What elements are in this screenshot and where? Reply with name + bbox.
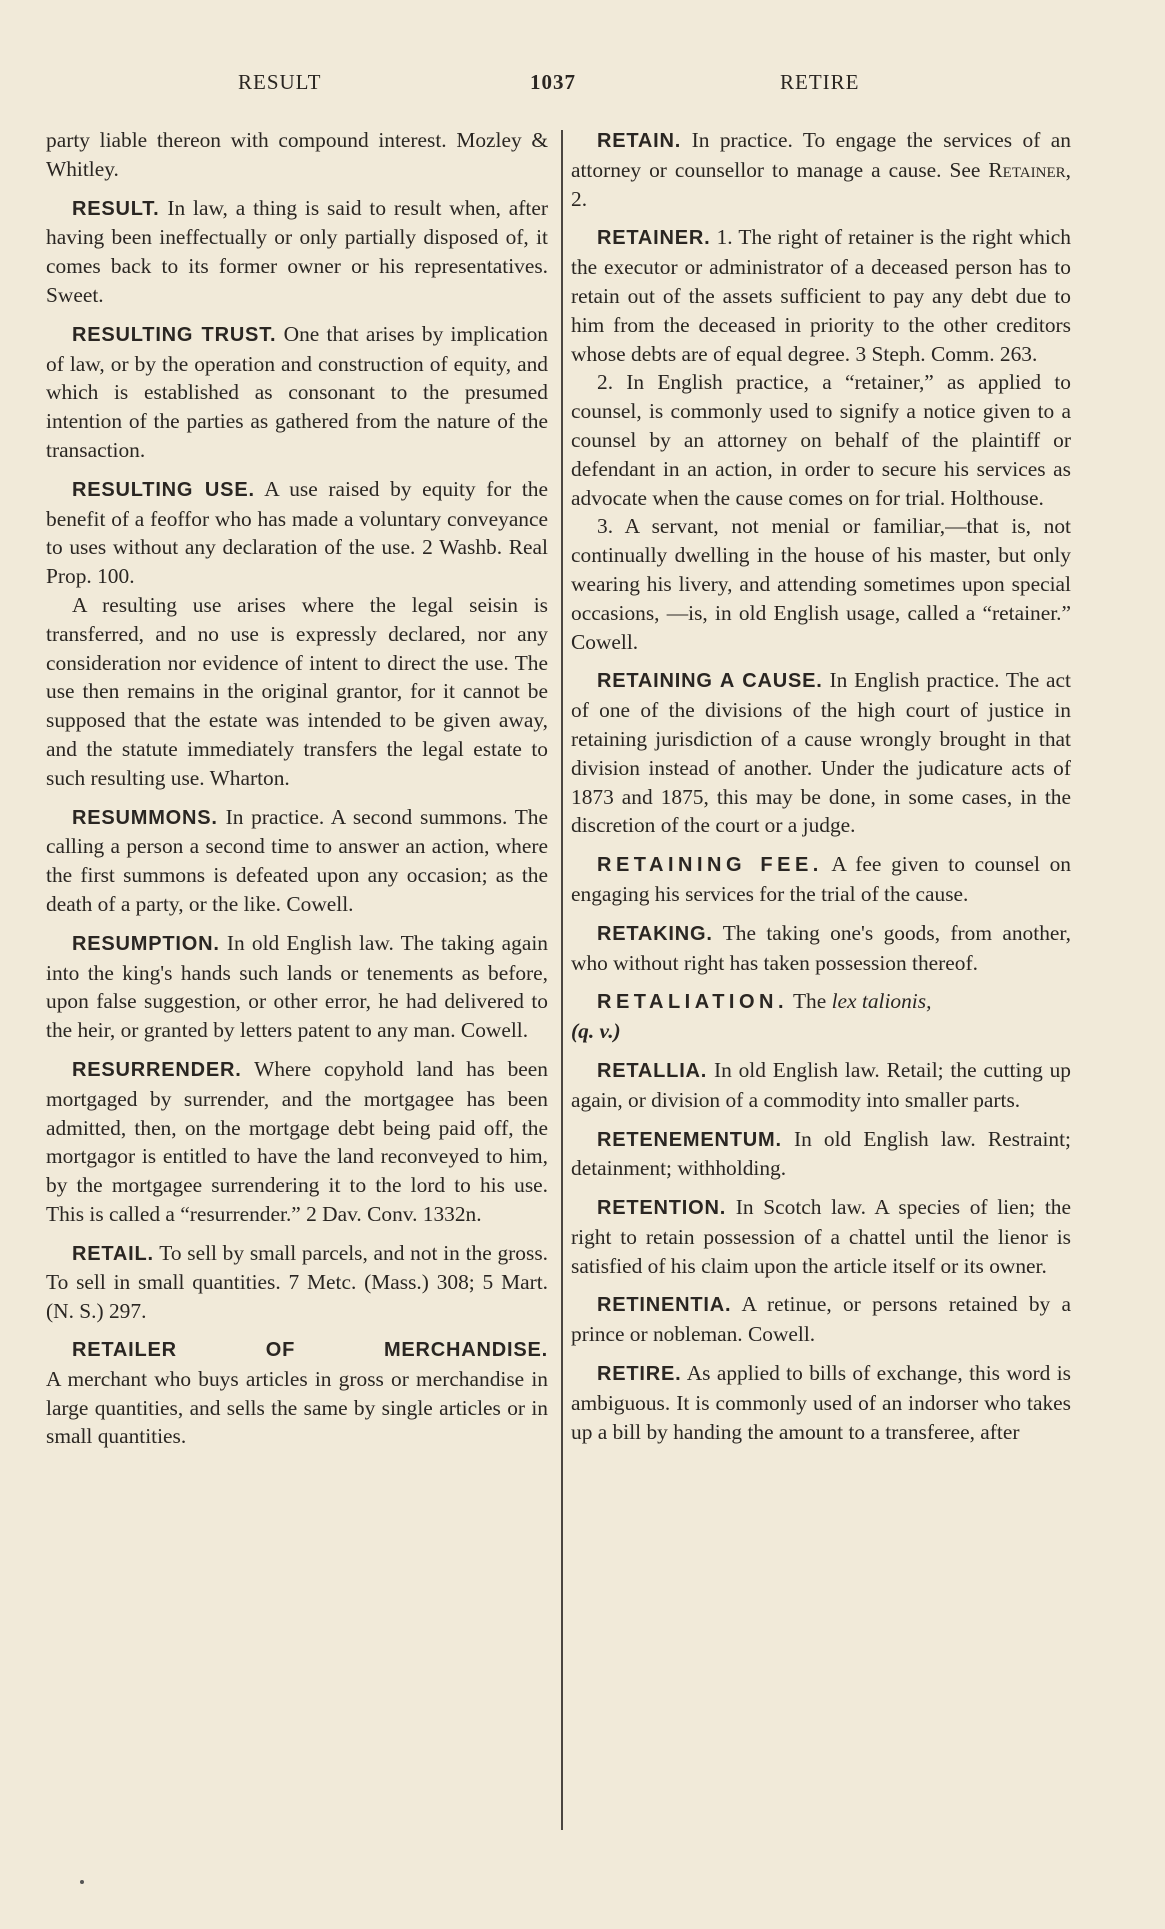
- entry-term: RETAIL.: [72, 1242, 154, 1265]
- entry-definition: As applied to bills of exchange, this word is ambiguous. It is commonly used of an indorser who takes up a bill by handing the amount to a transferee, after: [571, 1361, 1071, 1444]
- entry-term: RETALLIA.: [597, 1059, 708, 1082]
- entry-term: RETAIN.: [597, 130, 682, 152]
- entry-definition: To sell by small parcels, and not in the gross. To sell in small quantities. 7 Metc. (Mass.) 308; 5 Mart. (N. S.) 297.: [46, 1240, 548, 1324]
- entry-retail: [46, 1239, 548, 1326]
- page-header: [0, 70, 1165, 106]
- entry-paragraph: 2. In English practice, a “retainer,” as applied to counsel, is commonly used to signify a notice given to a counsel by an attorney on behalf of the plaintiff or defendant in an action, in order to secure his services as advocate when the cause comes on for trial. Holthouse.: [571, 370, 1071, 510]
- entry-result: [46, 194, 548, 310]
- cross-reference: Retainer: [988, 157, 1066, 182]
- entry-term: RETAINING A CAUSE.: [597, 670, 823, 693]
- entry-definition: One that arises by implication of law, or by the operation and construction of equity, and which is established as consonant to the presumed intention of the parties as gathered from the nature of the transaction.: [46, 321, 548, 462]
- entry-paragraph: 3. A servant, not menial or familiar,—that is, not continually dwelling in the house of his master, but only wearing his livery, and attending sometimes upon special occasions, —is, in old English usage, called a “retainer.” Cowell.: [571, 514, 1071, 654]
- entry-definition: A use raised by equity for the benefit of a feoffor who has made a voluntary conveyance to uses without any declaration of the use. 2 Washb. Real Prop. 100.: [46, 476, 548, 589]
- entry-retinentia: [571, 1290, 1071, 1349]
- page-number: 1037: [530, 70, 576, 94]
- entry-term: RESUMMONS.: [72, 806, 218, 829]
- entry-retaining-fee: [571, 850, 1071, 909]
- entry-retailer: [46, 1336, 548, 1451]
- entry-definition: In old English law. Restraint; detainment; withholding.: [571, 1126, 1071, 1181]
- entry-paragraph: A resulting use arises where the legal seisin is transferred, and no use is expressly declared, nor any consideration nor evidence of intent to direct the use. The use then remains in the original grantor, for it cannot be supposed that the estate was intended to be given away, and the statute immediately transfers the legal estate to such resulting use. Wharton.: [46, 592, 548, 790]
- entry-resulting-trust: [46, 320, 548, 465]
- entry-definition: In practice. A second summons. The calling a person a second time to answer an action, where the first summons is defeated upon any occasion; as the death of a party, or the like. Cowell.: [46, 804, 548, 916]
- entry-definition: In Scotch law. A species of lien; the right to retain possession of a chattel until the lienor is satisfied of his claim upon the article itself or its owner.: [571, 1195, 1071, 1278]
- entry-term: RETENTION.: [597, 1197, 727, 1220]
- entry-definition: Where copyhold land has been mortgaged by surrender, and the mortgagee has been admitted, then, on the mortgage debt being paid off, the mortgagor is entitled to have the land reconveyed to him, by the mortgagee surrendering it to the lord to his use. This is called a “resurrender.” 2 Dav. Conv. 1332n.: [46, 1056, 548, 1226]
- entry-retaining-a-cause: [571, 666, 1071, 840]
- print-speck: [80, 1880, 84, 1884]
- entry-definition: In English practice. The act of one of the divisions of the high court of justice in retaining jurisdiction of a cause wrongly brought in that division instead of another. Under the judicature acts of 1873 and 1875, this may be done, in some cases, in the discretion of the court or a judge.: [571, 668, 1071, 838]
- entry-definition: In law, a thing is said to result when, after having been ineffectually or only partially disposed of, it comes back to its former owner or his representatives. Sweet.: [46, 195, 548, 307]
- entry-definition: In old English law. Retail; the cutting up again, or division of a commodity into smaller parts.: [571, 1057, 1071, 1112]
- entry-definition: A merchant who buys articles in gross or merchandise in large quantities, and sells the same by single articles or in small quantities.: [46, 1366, 548, 1449]
- entry-retainer: [571, 223, 1071, 368]
- entry-retire: [571, 1359, 1071, 1446]
- entry-definition: 1. The right of retainer is the right which the executor or administrator of a deceased person has to retain out of the assets sufficient to pay any debt due to him from the deceased in priority to the other creditors whose debts are of equal degree. 3 Steph. Comm. 263.: [571, 225, 1071, 366]
- right-column: [571, 126, 1071, 1456]
- entry-retaliation: [571, 987, 1071, 1046]
- left-column: [46, 126, 548, 1461]
- entry-retallia: [571, 1056, 1071, 1115]
- entry-term: RETAINING FEE.: [597, 854, 823, 877]
- header-first-entry: RESULT: [238, 70, 322, 94]
- continued-text: party liable thereon with compound interest. Mozley & Whitley.: [46, 128, 548, 181]
- entry-resurrender: [46, 1055, 548, 1229]
- entry-term: RETAINER.: [597, 227, 711, 250]
- entry-term: RETIRE.: [597, 1363, 682, 1386]
- entry-term: RESURRENDER.: [72, 1058, 242, 1081]
- entry-definition: A fee given to counsel on engaging his services for the trial of the cause.: [571, 852, 1071, 906]
- entry-definition: A retinue, or persons retained by a prince or nobleman. Cowell.: [571, 1292, 1071, 1347]
- entry-resummons: [46, 803, 548, 919]
- entry-term: RESUMPTION.: [72, 932, 220, 955]
- entry-resumption: [46, 929, 548, 1045]
- entry-retain: [571, 126, 1071, 213]
- entry-retaking: [571, 919, 1071, 978]
- entry-term: RESULTING USE.: [72, 478, 255, 501]
- entry-definition-tail: , 2.: [571, 157, 1071, 211]
- entry-term: RETAKING.: [597, 922, 713, 945]
- entry-definition: The: [788, 989, 832, 1014]
- entry-term: RESULT.: [72, 197, 160, 220]
- entry-resulting-use: [46, 475, 548, 591]
- entry-term: RETALIATION.: [597, 991, 789, 1014]
- entry-term: RETAILER OF MERCHANDISE.: [72, 1339, 548, 1362]
- entry-retention: [571, 1193, 1071, 1280]
- entry-term: RETINENTIA.: [597, 1294, 732, 1317]
- entry-definition: The taking one's goods, from another, who without right has taken possession thereof.: [571, 920, 1071, 975]
- entry-definition: In practice. To engage the services of an attorney or counsellor to manage a cause. See: [571, 128, 1071, 182]
- entry-term: RESULTING TRUST.: [72, 323, 277, 346]
- column-divider: [561, 130, 563, 1830]
- entry-definition: In old English law. The taking again into the king's hands such lands or tenements as before, upon false suggestion, or other error, he had delivered to the heir, or granted by letters patent to any man. Cowell.: [46, 930, 548, 1043]
- header-last-entry: RETIRE: [780, 70, 860, 94]
- entry-retenementum: [571, 1125, 1071, 1184]
- entry-term: RETENEMENTUM.: [597, 1128, 782, 1151]
- cross-reference: (q. v.): [571, 1019, 621, 1044]
- latin-phrase: lex talionis,: [831, 989, 932, 1014]
